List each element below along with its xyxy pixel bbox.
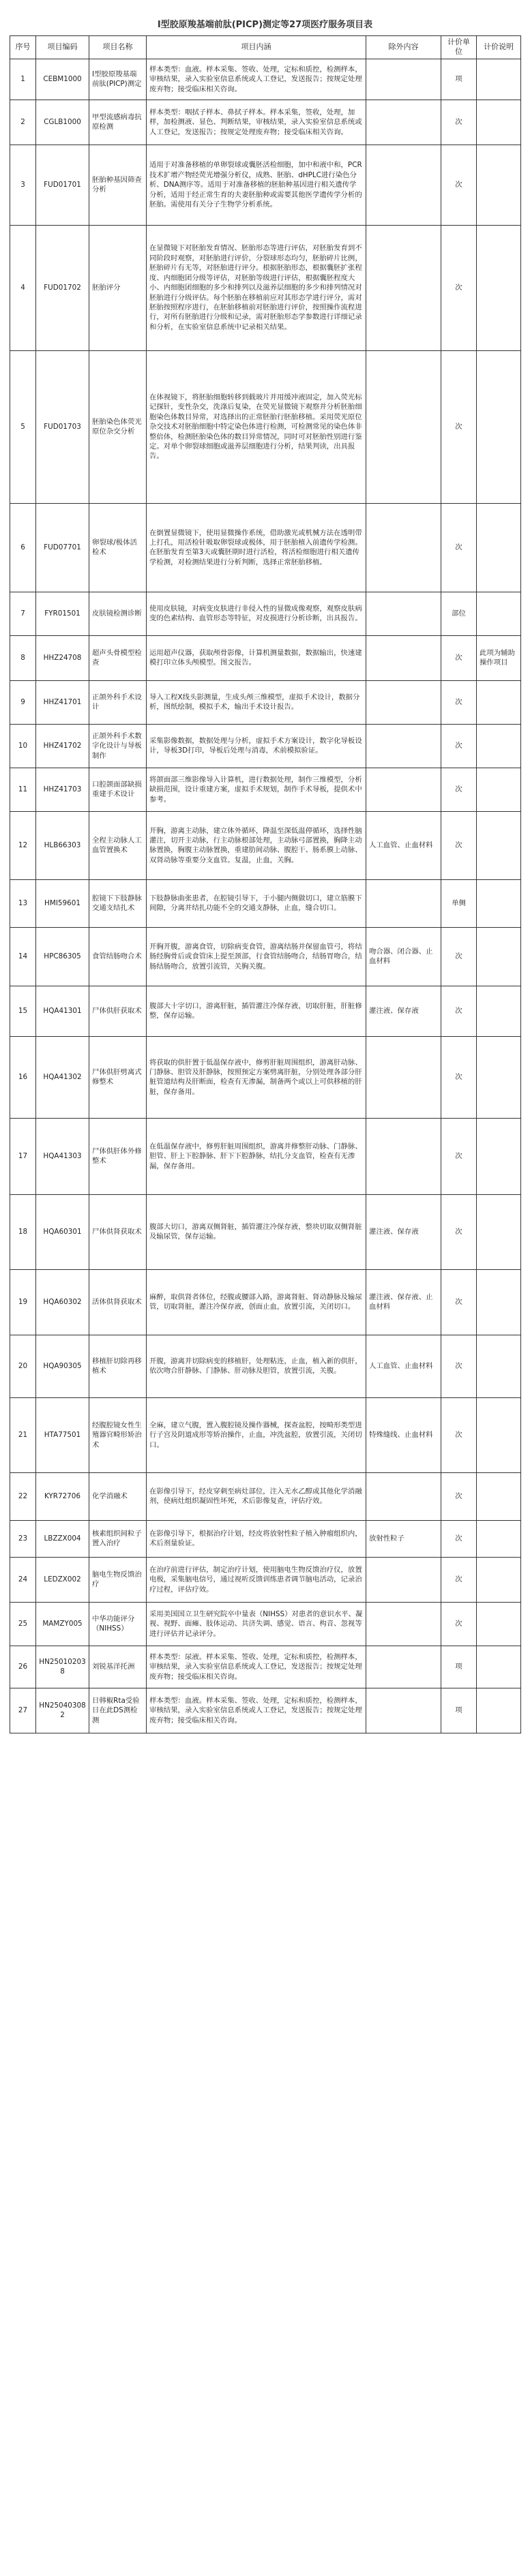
cell-unit: 项 [441, 1688, 477, 1733]
cell-unit: 次 [441, 1335, 477, 1397]
cell-exclude [366, 145, 441, 225]
cell-no: 16 [10, 1036, 36, 1118]
cell-note [477, 145, 521, 225]
table-row [10, 879, 521, 927]
cell-unit: 次 [441, 503, 477, 592]
cell-code: HQA60301 [36, 1194, 89, 1269]
cell-exclude [366, 503, 441, 592]
cell-unit: 次 [441, 145, 477, 225]
cell-note [477, 1557, 521, 1602]
cell-exclude: 灌注液、保存液 [366, 1194, 441, 1269]
cell-name: 尸体供肝获取术 [89, 986, 147, 1036]
cell-unit: 项 [441, 59, 477, 100]
cell-content: 将获取的供肝置于低温保存液中，修剪肝脏周围组织，游离肝动脉、门静脉、胆管及肝静脉，按照预定方案劈离肝脏，分别处理各部分肝脏管道结构及肝断面，检查有无渗漏，制备两个或以上可供移植的肝脏，保存备用。 [147, 1036, 366, 1118]
cell-note [477, 1472, 521, 1520]
cell-exclude [366, 1118, 441, 1194]
cell-no: 10 [10, 724, 36, 768]
table-row [10, 680, 521, 724]
cell-content: 将颌面部三维影像导入计算机，进行数据处理，制作三维模型，分析缺损范围，设计重建方案，虚拟手术规划，制作手术导板，提供术中参考。 [147, 768, 366, 811]
cell-name: 核素组织间粒子置入治疗 [89, 1520, 147, 1557]
header-code: 项目编码 [36, 36, 89, 59]
cell-note [477, 811, 521, 879]
service-items-table [10, 35, 521, 1733]
cell-code: KYR72706 [36, 1472, 89, 1520]
cell-content: 样本类型：咽拭子样本、鼻拭子样本。样本采集，签收，处理，加样，加检测液、显色、判断结果，审核结果，录入实验室信息系统或人工登记，发送报告；按规定处理废弃物；接受临床相关咨询。 [147, 100, 366, 145]
cell-name: Ⅰ型胶原羧基端前肽(PICP)测定 [89, 59, 147, 100]
cell-content: 在影像引导下，根据治疗计划，经皮将放射性粒子植入肿瘤组织内，术后剂量验证。 [147, 1520, 366, 1557]
cell-no: 20 [10, 1335, 36, 1397]
cell-note [477, 1397, 521, 1472]
cell-unit: 次 [441, 680, 477, 724]
cell-content: 采用美国国立卫生研究院卒中量表（NIHSS）对患者的意识水平、凝视、视野、面瘫、肢体运动、共济失调、感觉、语言、构音、忽视等进行评估并记录评分。 [147, 1602, 366, 1646]
cell-no: 5 [10, 350, 36, 503]
cell-note [477, 1602, 521, 1646]
cell-exclude [366, 879, 441, 927]
cell-name: 超声头骨模型检查 [89, 635, 147, 680]
cell-unit: 次 [441, 724, 477, 768]
cell-no: 21 [10, 1397, 36, 1472]
cell-exclude [366, 59, 441, 100]
cell-code: HN250403082 [36, 1688, 89, 1733]
cell-name: 全程主动脉人工血管置换术 [89, 811, 147, 879]
cell-name: 正颌外科手术设计 [89, 680, 147, 724]
header-name: 项目名称 [89, 36, 147, 59]
cell-content: 适用于对准备移植的单卵裂球或囊胚活检细胞，加中和液中和，PCR技术扩增产物经荧光增强分析仪，成熟、胚胎、dHPLC进行染色分析、DNA测序等。适用于对准备移植的胚胎种基因进行相关遗传学分析，适用于经正常生育的夫妻胚胎种或需要其他医学遗传学分析的胚胎。需使用有关分子生物学分析系统。 [147, 145, 366, 225]
cell-exclude: 放射性粒子 [366, 1520, 441, 1557]
cell-name: 甲型流感病毒抗原检测 [89, 100, 147, 145]
cell-exclude [366, 1472, 441, 1520]
cell-no: 9 [10, 680, 36, 724]
cell-no: 4 [10, 225, 36, 350]
cell-unit: 次 [441, 986, 477, 1036]
cell-note [477, 680, 521, 724]
cell-code: HLB66303 [36, 811, 89, 879]
cell-note [477, 1688, 521, 1733]
table-row [10, 350, 521, 503]
cell-unit: 次 [441, 1557, 477, 1602]
cell-note [477, 927, 521, 986]
table-row [10, 225, 521, 350]
cell-content: 全麻，建立气腹，置入腹腔镜及操作器械，探查盆腔，按畸形类型进行子宫及阴道成形等矫治操作，止血，冲洗盆腔，放置引流，关闭切口。 [147, 1397, 366, 1472]
cell-exclude [366, 350, 441, 503]
cell-exclude [366, 1036, 441, 1118]
cell-code: LBZZX004 [36, 1520, 89, 1557]
table-row [10, 927, 521, 986]
cell-no: 25 [10, 1602, 36, 1646]
cell-code: HQA41302 [36, 1036, 89, 1118]
cell-name: 经腹腔镜女性生殖器官畸形矫治术 [89, 1397, 147, 1472]
cell-code: HTA77501 [36, 1397, 89, 1472]
cell-code: CEBM1000 [36, 59, 89, 100]
cell-unit: 次 [441, 768, 477, 811]
cell-unit: 次 [441, 1269, 477, 1335]
cell-exclude [366, 1602, 441, 1646]
cell-exclude [366, 724, 441, 768]
cell-content: 导入工程X线头影测量，生成头颅三维模型，虚拟手术设计，数据分析，图纸绘制，模拟手术，输出手术设计报告。 [147, 680, 366, 724]
cell-exclude [366, 1646, 441, 1688]
cell-code: CGLB1000 [36, 100, 89, 145]
cell-name: 脑电生物反馈治疗 [89, 1557, 147, 1602]
cell-content: 在显微镜下对胚胎发育情况、胚胎形态等进行评估，对胚胎发育到不同阶段时观察，对胚胎进行评价，分裂球形态均匀，胚胎碎片比例，胚胎碎片有无等，对胚胎进行评分。根据胚胎形态，根据囊胚扩张程度、内细胞团分级等评估，对胚胎等级进行评估，根据囊胚程度大小、内细胞团细胞的多少和排列以及滋养层细胞的多少和排列情况对胚胎进行分级评估。每个胚胎在移植前应对其形态学进行评分，需对胚胎按照程序进行，在胚胎移植前对胚胎进行评价，按照操作流程进行，对所有胚胎进行分级和记录，需对胚胎形态学参数进行详细记录和分析，在实验室信息系统中记录相关结果。 [147, 225, 366, 350]
table-row [10, 1335, 521, 1397]
cell-content: 下肢静脉曲张患者，在腔镜引导下，于小腿内侧做切口，建立筋膜下间隙，分离并结扎功能不全的交通支静脉，止血，缝合切口。 [147, 879, 366, 927]
cell-code: MAMZY005 [36, 1602, 89, 1646]
cell-note [477, 1520, 521, 1557]
cell-no: 12 [10, 811, 36, 879]
cell-no: 17 [10, 1118, 36, 1194]
table-row [10, 1118, 521, 1194]
table-header-row [10, 36, 521, 59]
cell-unit: 次 [441, 1520, 477, 1557]
cell-name: 尸体供肝体外修整术 [89, 1118, 147, 1194]
table-row [10, 1646, 521, 1688]
header-unit: 计价单位 [441, 36, 477, 59]
cell-note: 此项为辅助操作项目 [477, 635, 521, 680]
cell-unit: 次 [441, 1194, 477, 1269]
cell-content: 在治疗前进行评估，制定治疗计划，使用脑电生物反馈治疗仪，放置电极，采集脑电信号，通过视听反馈训练患者调节脑电活动，记录治疗过程，评估疗效。 [147, 1557, 366, 1602]
cell-note [477, 350, 521, 503]
cell-note [477, 1036, 521, 1118]
cell-unit: 次 [441, 350, 477, 503]
table-row [10, 1397, 521, 1472]
cell-exclude [366, 680, 441, 724]
cell-code: HQA90305 [36, 1335, 89, 1397]
cell-note [477, 1335, 521, 1397]
cell-note [477, 225, 521, 350]
cell-unit: 次 [441, 1397, 477, 1472]
cell-unit: 次 [441, 1118, 477, 1194]
cell-unit: 次 [441, 811, 477, 879]
cell-content: 在低温保存液中，修剪肝脏周围组织，游离并修整肝动脉、门静脉、胆管、肝上下腔静脉、肝下下腔静脉，结扎分支血管，检查有无渗漏，保存备用。 [147, 1118, 366, 1194]
cell-no: 1 [10, 59, 36, 100]
cell-note [477, 100, 521, 145]
header-no: 序号 [10, 36, 36, 59]
cell-content: 开腹，游离并切除病变的移植肝，处理粘连，止血，植入新的供肝，依次吻合肝静脉、门静脉、肝动脉及胆管，放置引流，关腹。 [147, 1335, 366, 1397]
cell-name: 移植肝切除再移植术 [89, 1335, 147, 1397]
cell-name: 活体供肾获取术 [89, 1269, 147, 1335]
cell-content: 在影像引导下，经皮穿刺至病灶部位，注入无水乙醇或其他化学消融剂，使病灶组织凝固性坏死，术后影像复查，评估疗效。 [147, 1472, 366, 1520]
page-title: Ⅰ型胶原羧基端前肽(PICP)测定等27项医疗服务项目表 [157, 20, 373, 30]
cell-name: 中华功能评分（NIHSS） [89, 1602, 147, 1646]
table-row [10, 724, 521, 768]
cell-unit: 部位 [441, 592, 477, 635]
table-row [10, 59, 521, 100]
cell-code: FUD01702 [36, 225, 89, 350]
cell-no: 22 [10, 1472, 36, 1520]
table-body [10, 59, 521, 1733]
cell-no: 24 [10, 1557, 36, 1602]
cell-no: 11 [10, 768, 36, 811]
cell-note [477, 768, 521, 811]
cell-name: 腔镜下下肢静脉交通支结扎术 [89, 879, 147, 927]
cell-note [477, 986, 521, 1036]
cell-exclude: 灌注液、保存液、止血材料 [366, 1269, 441, 1335]
cell-code: FUD01703 [36, 350, 89, 503]
cell-exclude [366, 592, 441, 635]
table-row [10, 1688, 521, 1733]
table-row [10, 503, 521, 592]
cell-code: FUD01701 [36, 145, 89, 225]
table-row [10, 1602, 521, 1646]
cell-content: 开胸，游离主动脉，建立体外循环，降温至深低温停循环，选择性脑灌注，切开主动脉，行主动脉根部处理，主动脉弓部置换，胸降主动脉置换，胸腹主动脉置换，重建肋间动脉、腹腔干、肠系膜上动脉、双肾动脉等重要分支血管。复温，止血，关胸。 [147, 811, 366, 879]
cell-unit: 次 [441, 927, 477, 986]
cell-note [477, 724, 521, 768]
table-row [10, 592, 521, 635]
table-row [10, 768, 521, 811]
table-row [10, 1520, 521, 1557]
cell-name: 胚胎评分 [89, 225, 147, 350]
cell-name: 胚胎种基因筛查分析 [89, 145, 147, 225]
cell-no: 3 [10, 145, 36, 225]
cell-code: HHZ41701 [36, 680, 89, 724]
cell-unit: 次 [441, 1036, 477, 1118]
cell-exclude [366, 100, 441, 145]
cell-code: HQA60302 [36, 1269, 89, 1335]
cell-no: 7 [10, 592, 36, 635]
cell-no: 27 [10, 1688, 36, 1733]
cell-note [477, 1269, 521, 1335]
cell-content: 麻醉，取供肾者体位，经腹或腰部入路，游离肾脏、肾动静脉及输尿管，切取肾脏，灌注冷保存液，创面止血，放置引流，关闭切口。 [147, 1269, 366, 1335]
cell-code: HHZ41702 [36, 724, 89, 768]
cell-exclude [366, 225, 441, 350]
table-row [10, 1269, 521, 1335]
cell-note [477, 503, 521, 592]
cell-content: 样本类型：血液。样本采集、签收、处理，定标和质控，检测样本，审核结果，录入实验室信息系统或人工登记，发送报告；按规定处理废弃物；接受临床相关咨询。 [147, 1688, 366, 1733]
cell-no: 26 [10, 1646, 36, 1688]
cell-exclude [366, 768, 441, 811]
cell-name: 尸体供肝劈离式修整术 [89, 1036, 147, 1118]
cell-content: 在倒置显微镜下，使用显微操作系统，借助激光或机械方法在透明带上打孔，用活检针吸取卵裂球或极体，用于胚胎植入前遗传学检测。在胚胎发育至第3天或囊胚期时进行活检，将活检细胞进行相关遗传学检测，对检测结果进行分析判断，选择正常胚胎移植。 [147, 503, 366, 592]
cell-content: 腹部大十字切口，游离肝脏，插管灌注冷保存液，切取肝脏，肝脏修整，保存运输。 [147, 986, 366, 1036]
cell-name: 胚胎染色体荧光原位杂交分析 [89, 350, 147, 503]
cell-code: HN250102038 [36, 1646, 89, 1688]
table-row [10, 1036, 521, 1118]
table-row [10, 635, 521, 680]
cell-name: 正颌外科手术数字化设计与导板制作 [89, 724, 147, 768]
cell-note [477, 1194, 521, 1269]
table-row [10, 811, 521, 879]
table-row [10, 1557, 521, 1602]
cell-note [477, 1646, 521, 1688]
cell-exclude: 灌注液、保存液 [366, 986, 441, 1036]
cell-no: 19 [10, 1269, 36, 1335]
table-row [10, 986, 521, 1036]
cell-unit: 单侧 [441, 879, 477, 927]
cell-name: 皮肤镜检测诊断 [89, 592, 147, 635]
cell-no: 23 [10, 1520, 36, 1557]
cell-no: 8 [10, 635, 36, 680]
cell-code: HQA41301 [36, 986, 89, 1036]
cell-note [477, 59, 521, 100]
table-row [10, 100, 521, 145]
cell-unit: 次 [441, 100, 477, 145]
cell-name: 尸体供肾获取术 [89, 1194, 147, 1269]
cell-exclude [366, 1688, 441, 1733]
cell-no: 18 [10, 1194, 36, 1269]
cell-code: LEDZX002 [36, 1557, 89, 1602]
cell-unit: 次 [441, 635, 477, 680]
cell-exclude: 吻合器、闭合器、止血材料 [366, 927, 441, 986]
cell-code: FUD07701 [36, 503, 89, 592]
cell-code: HHZ41703 [36, 768, 89, 811]
cell-no: 15 [10, 986, 36, 1036]
cell-name: 食管结肠吻合术 [89, 927, 147, 986]
cell-name: 日韩椒Rta受验日在此DS测检测 [89, 1688, 147, 1733]
cell-code: HPC86305 [36, 927, 89, 986]
cell-content: 运用超声仪器，获取颅骨影像，计算机测量数据，数据输出，快速建模打印立体头颅模型。图文报告。 [147, 635, 366, 680]
header-note: 计价说明 [477, 36, 521, 59]
cell-no: 6 [10, 503, 36, 592]
cell-content: 采集影像数据，数据处理与分析，虚拟手术方案设计，数字化导板设计，导板3D打印，导板后处理与消毒，术前模拟验证。 [147, 724, 366, 768]
header-content: 项目内涵 [147, 36, 366, 59]
cell-content: 在体视镜下，将胚胎细胞转移到载玻片并用缓冲液固定，加入荧光标记探针，变性杂交，洗涤后复染，在荧光显微镜下观察并分析胚胎细胞染色体数目异常，对选择出的正常胚胎行胚胎移植。采用荧光原位杂交技术对胚胎细胞中特定染色体进行检测，可检测常见的染色体非整倍体，检测胚胎染色体的数目异常情况，同时可对胚胎性别进行鉴定。对单个卵裂球细胞或滋养层细胞进行分析，结果判读，出具报告。 [147, 350, 366, 503]
cell-unit: 次 [441, 1472, 477, 1520]
cell-code: HMI59601 [36, 879, 89, 927]
cell-exclude: 人工血管、止血材料 [366, 811, 441, 879]
cell-content: 开胸开腹，游离食管，切除病变食管，游离结肠并保留血管弓，将结肠经胸骨后或食管床上提至颈部，行食管结肠吻合，结肠胃吻合，结肠结肠吻合，放置引流管，关胸关腹。 [147, 927, 366, 986]
cell-name: 卵裂球/极体活检术 [89, 503, 147, 592]
cell-content: 样本类型：尿液。样本采集、签收、处理，定标和质控，检测样本，审核结果，录入实验室信息系统或人工登记，发送报告；按规定处理废弃物；接受临床相关咨询。 [147, 1646, 366, 1688]
cell-code: FYR01501 [36, 592, 89, 635]
cell-unit: 项 [441, 1646, 477, 1688]
cell-name: 化学消融术 [89, 1472, 147, 1520]
cell-note [477, 879, 521, 927]
table-row [10, 1194, 521, 1269]
header-exclude: 除外内容 [366, 36, 441, 59]
cell-exclude: 特殊缝线、止血材料 [366, 1397, 441, 1472]
table-row [10, 1472, 521, 1520]
cell-content: 样本类型：血液。样本采集、签收、处理，定标和质控，检测样本，审核结果，录入实验室信息系统或人工登记，发送报告；按规定处理废弃物；接受临床相关咨询。 [147, 59, 366, 100]
cell-unit: 次 [441, 225, 477, 350]
cell-content: 腹部大切口，游离双侧肾脏，插管灌注冷保存液，整块切取双侧肾脏及输尿管，保存运输。 [147, 1194, 366, 1269]
table-row [10, 145, 521, 225]
cell-exclude [366, 635, 441, 680]
cell-no: 13 [10, 879, 36, 927]
cell-no: 14 [10, 927, 36, 986]
cell-name: 口腔颌面部缺损重建手术设计 [89, 768, 147, 811]
cell-code: HHZ24708 [36, 635, 89, 680]
cell-code: HQA41303 [36, 1118, 89, 1194]
cell-unit: 次 [441, 1602, 477, 1646]
cell-exclude: 人工血管、止血材料 [366, 1335, 441, 1397]
cell-no: 2 [10, 100, 36, 145]
cell-note [477, 592, 521, 635]
cell-note [477, 1118, 521, 1194]
cell-name: 刘锐基洋托洲 [89, 1646, 147, 1688]
cell-content: 使用皮肤镜，对病变皮肤进行非侵入性的显微成像观察，观察皮肤病变的色素结构、血管形态等特征，对皮损进行分析诊断，出具报告。 [147, 592, 366, 635]
cell-exclude [366, 1557, 441, 1602]
